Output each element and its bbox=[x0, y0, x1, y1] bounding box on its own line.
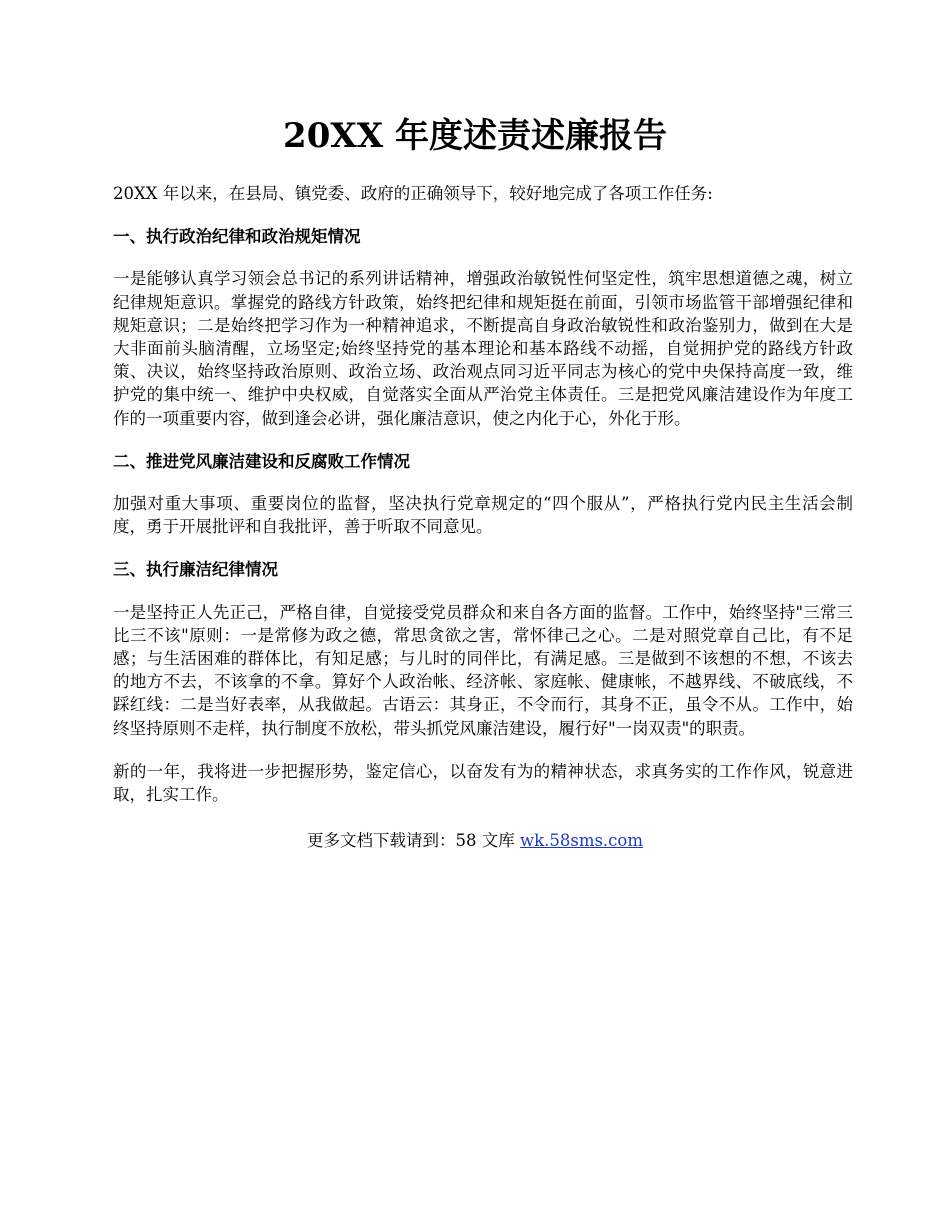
download-footer bbox=[0, 829, 950, 853]
footer-link[interactable]: wk.58sms.com bbox=[519, 831, 643, 850]
section-2-paragraph: 加强对重大事项、重要岗位的监督，坚决执行党章规定的“四个服从”，严格执行党内民主生活会制度，勇于开展批评和自我批评，善于听取不同意见。 bbox=[113, 494, 853, 537]
section-1-heading: 一、执行政治纪律和政治规矩情况 bbox=[113, 227, 361, 247]
section-3-paragraph: 一是坚持正人先正己，严格自律，自觉接受党员群众和来自各方面的监督。工作中，始终坚持"三常三比三不该"原则：一是常修为政之德，常思贪欲之害，常怀律己之心。二是对照党章自己比，有不足感；与生活困难的群体比，有知足感；与儿时的同伴比，有满足感。三是做到不该想的不想，不该去的地方不去，不该拿的不拿。算好个人政治帐、经济帐、家庭帐、健康帐，不越界线、不破底线，不踩红线：二是当好表率，从我做起。古语云：其身正，不令而行，其身不正，虽令不从。工作中，始终坚持原则不走样，执行制度不放松，带头抓党风廉洁建设，履行好"一岗双责"的职责。 bbox=[113, 602, 853, 738]
section-2-heading: 二、推进党风廉洁建设和反腐败工作情况 bbox=[113, 451, 410, 471]
intro-paragraph: 20XX 年以来，在县局、镇党委、政府的正确领导下，较好地完成了各项工作任务: bbox=[113, 184, 713, 203]
footer-text: 更多文档下载请到：58 文库 bbox=[306, 831, 520, 850]
section-3-heading: 三、执行廉洁纪律情况 bbox=[113, 560, 278, 580]
section-1-paragraph: 一是能够认真学习领会总书记的系列讲话精神，增强政治敏锐性何坚定性，筑牢思想道德之魂，树立纪律规矩意识。掌握党的路线方针政策，始终把纪律和规矩挺在前面，引领市场监管干部增强纪律和规矩意识；二是始终把学习作为一种精神追求，不断提高自身政治敏锐性和政治鉴别力，做到在大是大非面前头脑清醒，立场坚定;始终坚持党的基本理论和基本路线不动摇，自觉拥护党的路线方针政策、决议，始终坚持政治原则、政治立场、政治观点同习近平同志为核心的党中央保持高度一致，维护党的集中统一、维护中央权威，自觉落实全面从严治党主体责任。三是把党风廉洁建设作为年度工作的一项重要内容，做到逢会必讲，强化廉洁意识，使之内化于心，外化于形。 bbox=[113, 269, 853, 428]
closing-paragraph: 新的一年，我将进一步把握形势，鉴定信心，以奋发有为的精神状态，求真务实的工作作风，锐意进取，扎实工作。 bbox=[113, 761, 853, 805]
document-title: 20XX 年度述责述廉报告 bbox=[283, 116, 667, 156]
document-body bbox=[113, 182, 853, 826]
